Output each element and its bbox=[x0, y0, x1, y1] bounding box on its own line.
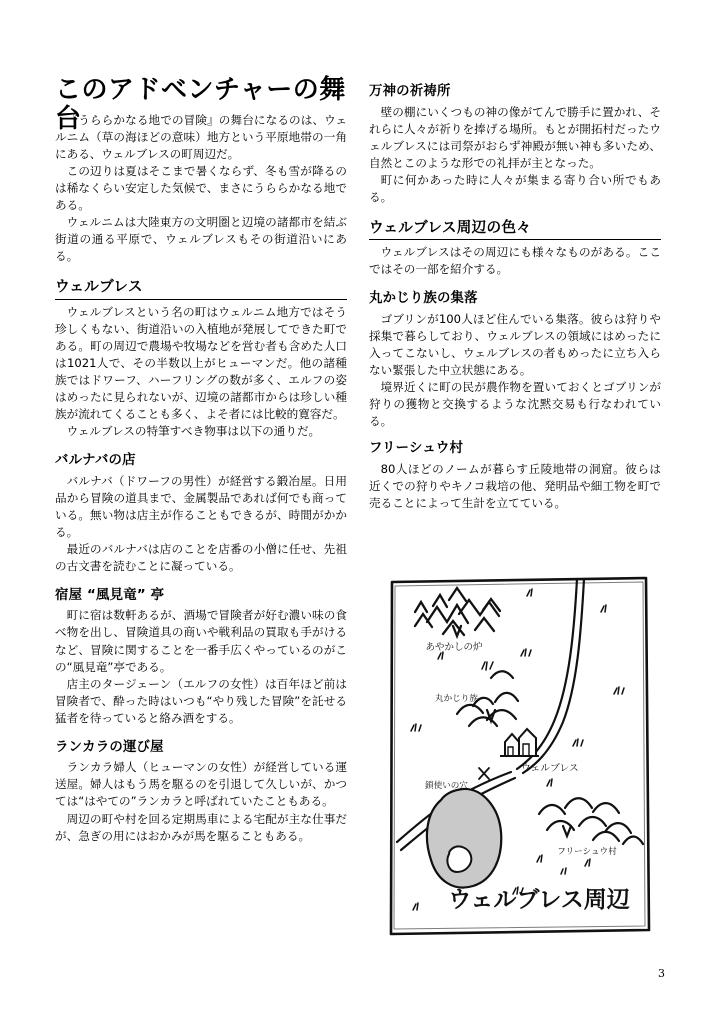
section-heading-wellbless: ウェルブレス bbox=[55, 278, 347, 299]
subsection-heading-barnabas: バルナバの店 bbox=[55, 452, 136, 468]
map-figure-title: ウェルブレス周辺 bbox=[448, 887, 630, 913]
paragraph: 町に宿は数軒あるが、酒場で冒険者が好む濃い味の食べ物を出し、冒険道具の商いや戦利品の買取も手がけるなど、冒険に関することを一番手広くやっているのがこの“風見竜”亭である。 bbox=[55, 608, 347, 674]
paragraph: ウェルブレスはその周辺にも様々なものがある。ここではその一部を紹介する。 bbox=[369, 245, 661, 277]
map-label-cave: 鎖使いの穴 bbox=[425, 781, 468, 791]
paragraph: 『うららかなる地での冒険』の舞台になるのは、ウェルニム（草の海ほどの意味）地方という平原地帯の一角にある、ウェルブレスの町周辺だ。 bbox=[55, 113, 347, 162]
paragraph: ウェルニムは大陸東方の文明圏と辺境の諸都市を結ぶ街道の通る平原で、ウェルブレスもその街道沿いにある。 bbox=[55, 215, 347, 264]
paragraph: 町に何かあった時に人々が集まる寄り合い所でもある。 bbox=[369, 172, 661, 204]
map-label-town: ウェルブレス bbox=[521, 763, 579, 774]
paragraph: この辺りは夏はそこまで暑くならず、冬も雪が降るのは稀なくらい安定した気候で、まさにうららかなる地である。 bbox=[55, 164, 347, 213]
paragraph: 80人ほどのノームが暮らす丘陵地帯の洞窟。彼らは近くでの狩りやキノコ栽培の他、発明品や細工物を町で売ることによって生計を立てている。 bbox=[369, 461, 661, 511]
map-label-gnome-village: フリーシュウ村 bbox=[557, 847, 617, 857]
section-heading-surroundings: ウェルブレス周辺の色々 bbox=[369, 219, 661, 240]
map-svg bbox=[387, 574, 653, 938]
paragraph: 壁の棚にいくつもの神の像がてんで勝手に置かれ、それらに人々が祈りを捧げる場所。もとが開拓村だったウェルブレスには司祭がおらず神殿が無い神も多いため、自然とこのような形での礼拝が主となった。 bbox=[369, 104, 661, 170]
paragraph: 店主のタージェーン（エルフの女性）は百年ほど前は冒険者で、酔った時はいつも“やり残した冒険”を託せる猛者を待っていると絡み酒をする。 bbox=[55, 676, 347, 725]
right-column bbox=[369, 84, 661, 512]
left-column bbox=[55, 112, 347, 845]
subsection-heading-inn: 宿屋 “風見竜” 亭 bbox=[55, 587, 165, 603]
lake bbox=[427, 789, 501, 888]
page-title: このアドベンチャーの舞台 bbox=[55, 75, 346, 134]
paragraph: ゴブリンが100人ほど住んでいる集落。彼らは狩りや採集で暮らしており、ウェルブレスの領域にはめったに入ってこないし、ウェルブレスの者もめったに立ち入らない緊張した中立状態にある。 bbox=[369, 311, 661, 378]
subsection-heading-freeshu: フリーシュウ村 bbox=[369, 441, 464, 457]
map-label-mountain-forge: あやかしの炉 bbox=[425, 642, 483, 653]
paragraph: 周辺の町や村を回る定期馬車による宅配が主な仕事だが、急ぎの用にはおかみが馬を駆ることもある。 bbox=[55, 811, 347, 843]
paragraph: ウェルブレスという名の町はウェルニム地方ではそう珍しくもない、街道沿いの入植地が発展してできた町である。町の周辺で農場や牧場などを営む者も含めた人口は1021人で、その半数以上がヒューマンだ。他の諸種族ではドワーフ、ハーフリングの数が多く、エルフの姿はめったに見られないが、辺境の諸都市からは珍しい種族が流れてくることも多く、よそ者には比較的寛容だ。 bbox=[55, 304, 347, 421]
subsection-heading-rankara: ランカラの運び屋 bbox=[55, 739, 164, 755]
paragraph: バルナバ（ドワーフの男性）が経営する鍛冶屋。日用品から冒険の道具まで、金属製品であれば何でも商っている。無い物は店主が作ることもできるが、時間がかかる。 bbox=[55, 473, 347, 539]
paragraph: ランカラ婦人（ヒューマンの女性）が経営している運送屋。婦人はもう馬を駆るのを引退して久しいが、かつては“はやての”ランカラと呼ばれていたこともある。 bbox=[55, 760, 347, 809]
map-label-goblin-tribe: 丸かじり族 bbox=[435, 694, 478, 704]
subsection-heading-marukajiri: 丸かじり族の集落 bbox=[369, 291, 478, 307]
paragraph: ウェルブレスの特筆すべき物事は以下の通りだ。 bbox=[66, 423, 321, 438]
map-illustration bbox=[387, 574, 653, 938]
paragraph: 最近のバルナバは店のことを店番の小僧に任せ、先祖の古文書を読むことに凝っている。 bbox=[55, 541, 347, 573]
lake-island bbox=[447, 846, 471, 872]
page-number: 3 bbox=[658, 967, 665, 980]
paragraph: 境界近くに町の民が農作物を置いておくとゴブリンが狩りの獲物と交換するような沈黙交易も行なわれている。 bbox=[369, 380, 661, 429]
subsection-heading-shrine: 万神の祈祷所 bbox=[369, 84, 451, 99]
